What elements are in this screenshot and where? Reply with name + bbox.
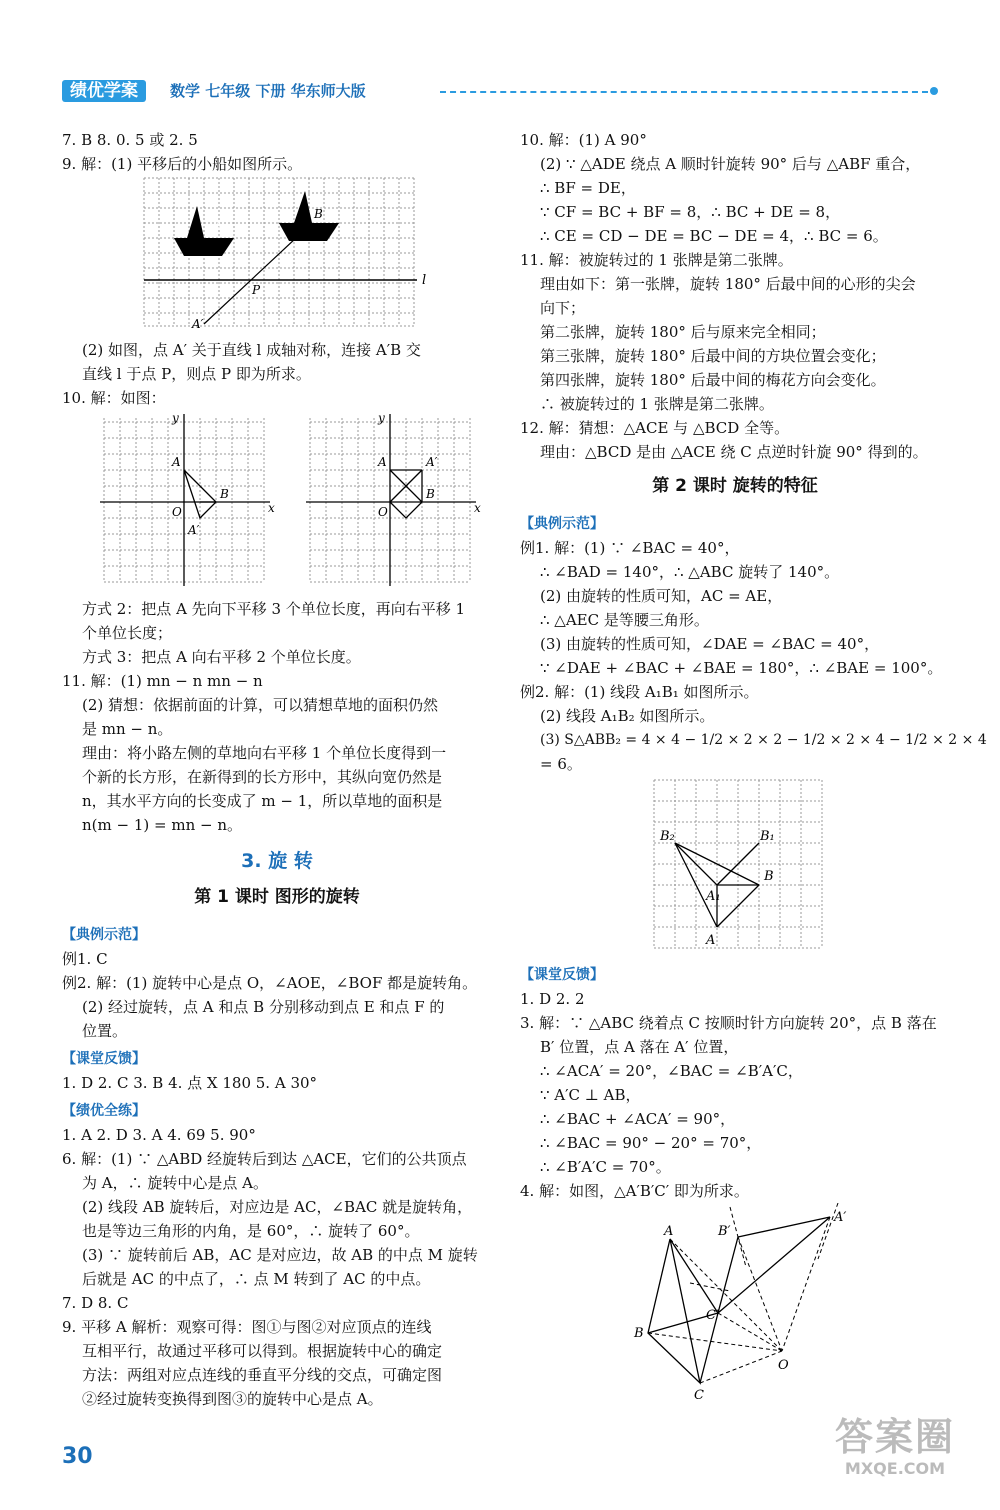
answer-line: 7. D 8. C xyxy=(62,1294,129,1312)
book-subtitle: 数学 七年级 下册 华东师大版 xyxy=(170,82,366,100)
answer-line: 6. 解：(1) ∵ △ABD 经旋转后到达 △ACE，它们的公共顶点 xyxy=(62,1150,467,1168)
watermark-title: 答案圈 xyxy=(834,1415,955,1459)
label-A: A xyxy=(214,219,223,233)
answer-line: 为 A，∴ 旋转中心是点 A。 xyxy=(82,1174,268,1192)
answer-line: 也是等边三角形的内角，是 60°，∴ 旋转了 60°。 xyxy=(82,1222,420,1240)
answer-line: = 6。 xyxy=(540,755,582,773)
label-P: P xyxy=(252,283,261,297)
answer-line: (2) 线段 A₁B₂ 如图所示。 xyxy=(540,707,715,725)
answer-line: 个新的长方形，在新得到的长方形中，其纵向宽仍然是 xyxy=(82,768,443,786)
answer-line: 例2. 解：(1) 线段 A₁B₁ 如图所示。 xyxy=(520,683,759,701)
rotation-triangle-figure xyxy=(520,1203,950,1403)
svg-text:A: A xyxy=(172,455,181,469)
answer-line: 9. 平移 A 解析：观察可得：图①与图②对应顶点的连线 xyxy=(62,1318,432,1336)
svg-text:x: x xyxy=(474,501,481,515)
answer-line: 1. D 2. 2 xyxy=(520,990,585,1008)
answer-line: 互相平行，故通过平移可以得到。根据旋转中心的确定 xyxy=(82,1342,443,1360)
svg-text:B′: B′ xyxy=(718,1224,731,1239)
lesson-title: 第 2 课时 旋转的特征 xyxy=(652,476,818,496)
svg-text:B: B xyxy=(426,487,435,501)
answer-line: 第四张牌，旋转 180° 后最中间的梅花方向会变化。 xyxy=(540,371,886,389)
coordinate-figures xyxy=(62,410,492,590)
watermark-url: MXQE.COM xyxy=(844,1459,946,1478)
section-title: 3. 旋 转 xyxy=(241,850,313,872)
label-l: l xyxy=(422,273,427,288)
answer-line: 例1. C xyxy=(62,950,108,968)
section-tag: 【绩优全练】 xyxy=(62,1103,146,1119)
svg-text:B₂: B₂ xyxy=(660,829,675,844)
svg-text:y: y xyxy=(378,411,385,425)
answer-line: 11. 解：被旋转过的 1 张牌是第二张牌。 xyxy=(520,251,793,269)
answer-line: (2) 由旋转的性质可知，AC = AE， xyxy=(540,587,783,605)
answer-line: ∴ BF = DE， xyxy=(540,179,636,197)
answer-line: 12. 解：猜想：△ACE 与 △BCD 全等。 xyxy=(520,419,790,437)
series-badge: 绩优学案 xyxy=(62,80,146,102)
svg-text:A′: A′ xyxy=(426,455,438,469)
svg-text:C′: C′ xyxy=(706,1308,719,1323)
answer-line: 个单位长度； xyxy=(82,624,173,642)
answer-line: 后就是 AC 的中点了，∴ 点 M 转到了 AC 的中点。 xyxy=(82,1270,431,1288)
answer-line: ∴ ∠BAD = 140°，∴ △ABC 旋转了 140°。 xyxy=(540,563,840,581)
answer-line: ②经过旋转变换得到图③的旋转中心是点 A。 xyxy=(82,1390,383,1408)
svg-text:A: A xyxy=(378,455,387,469)
svg-text:A₁: A₁ xyxy=(706,889,721,904)
answer-line: 理由如下：第一张牌，旋转 180° 后最中间的心形的尖会 xyxy=(540,275,916,293)
answer-line: 方式 2：把点 A 先向下平移 3 个单位长度，再向右平移 1 xyxy=(82,600,466,618)
svg-text:B₁: B₁ xyxy=(760,829,775,844)
answer-line: (3) 由旋转的性质可知，∠DAE = ∠BAC = 40°， xyxy=(540,635,880,653)
section-tag: 【课堂反馈】 xyxy=(62,1051,146,1067)
svg-text:C: C xyxy=(694,1388,704,1403)
answer-line: 是 mn − n。 xyxy=(82,720,173,738)
answer-line: ∵ A′C ⊥ AB， xyxy=(540,1086,641,1104)
answer-line: 向下； xyxy=(540,299,586,317)
answer-line: (2) 线段 AB 旋转后，对应边是 AC，∠BAC 就是旋转角， xyxy=(82,1198,473,1216)
svg-text:y: y xyxy=(172,411,179,425)
header-divider xyxy=(440,91,928,93)
boat-translation-figure xyxy=(62,176,492,331)
svg-text:A: A xyxy=(664,1224,674,1239)
rotation-grid-figure xyxy=(520,776,950,952)
answer-line: 10. 解：(1) A 90° xyxy=(520,131,647,149)
label-A-prime: A′ xyxy=(192,317,204,331)
answer-line: 例1. 解：(1) ∵ ∠BAC = 40°， xyxy=(520,539,740,557)
answer-line: 7. B 8. 0. 5 或 2. 5 xyxy=(62,131,198,149)
svg-text:B: B xyxy=(764,869,774,884)
answer-line: ∵ ∠DAE + ∠BAC + ∠BAE = 180°，∴ ∠BAE = 100°。 xyxy=(540,659,943,677)
answer-line: 理由：将小路左侧的草地向右平移 1 个单位长度得到一 xyxy=(82,744,447,762)
label-B: B xyxy=(314,207,323,221)
answer-line: 理由：△BCD 是由 △ACE 绕 C 点逆时针旋 90° 得到的。 xyxy=(540,443,928,461)
header-dot xyxy=(930,87,938,95)
answer-line: (2) 经过旋转，点 A 和点 B 分别移动到点 E 和点 F 的 xyxy=(82,998,445,1016)
answer-line: ∴ △AEC 是等腰三角形。 xyxy=(540,611,709,629)
answer-line: (2) 猜想：依据前面的计算，可以猜想草地的面积仍然 xyxy=(82,696,439,714)
answer-line: ∴ 被旋转过的 1 张牌是第二张牌。 xyxy=(540,395,774,413)
answer-line: ∴ ∠B′A′C = 70°。 xyxy=(540,1158,671,1176)
lesson-title: 第 1 课时 图形的旋转 xyxy=(194,887,360,907)
left-column xyxy=(62,128,492,1411)
page-number: 30 xyxy=(62,1444,93,1469)
answer-line: 例2. 解：(1) 旋转中心是点 O，∠AOE，∠BOF 都是旋转角。 xyxy=(62,974,478,992)
svg-text:A′: A′ xyxy=(188,523,200,537)
answer-line: 第三张牌，旋转 180° 后最中间的方块位置会变化； xyxy=(540,347,886,365)
answer-line: n(m − 1) = mn − n。 xyxy=(82,816,242,834)
svg-text:O: O xyxy=(378,505,388,519)
answer-line: 1. A 2. D 3. A 4. 69 5. 90° xyxy=(62,1126,256,1144)
answer-line: 9. 解：(1) 平移后的小船如图所示。 xyxy=(62,155,303,173)
answer-line: (3) ∵ 旋转前后 AB，AC 是对应边，故 AB 的中点 M 旋转 xyxy=(82,1246,478,1264)
answer-line: ∴ ∠BAC = 90° − 20° = 70°， xyxy=(540,1134,762,1152)
watermark xyxy=(805,1415,985,1495)
answer-line: (2) ∵ △ADE 绕点 A 顺时针旋转 90° 后与 △ABF 重合， xyxy=(540,155,921,173)
svg-text:A′: A′ xyxy=(834,1210,847,1225)
answer-line: 方式 3：把点 A 向右平移 2 个单位长度。 xyxy=(82,648,361,666)
answer-line: 位置。 xyxy=(82,1022,128,1040)
svg-text:B: B xyxy=(220,487,229,501)
answer-line: ∵ CF = BC + BF = 8，∴ BC + DE = 8， xyxy=(540,203,841,221)
answer-line: ∴ ∠BAC + ∠ACA′ = 90°， xyxy=(540,1110,736,1128)
answer-line: B′ 位置，点 A 落在 A′ 位置， xyxy=(540,1038,739,1056)
answer-line: 方法：两组对应点连线的垂直平分线的交点，可确定图 xyxy=(82,1366,443,1384)
answer-line: (3) S△ABB₂ = 4 × 4 − 1/2 × 2 × 2 − 1/2 × 2 × 4 − 1/2 × 2 × 4 xyxy=(540,732,987,748)
answer-line: (2) 如图，点 A′ 关于直线 l 成轴对称，连接 A′B 交 xyxy=(82,341,421,359)
answer-line: 11. 解：(1) mn − n mn − n xyxy=(62,672,263,690)
answer-line: 10. 解：如图： xyxy=(62,389,166,407)
svg-text:O: O xyxy=(172,505,182,519)
answer-line: 直线 l 于点 P，则点 P 即为所求。 xyxy=(82,365,311,383)
svg-text:A: A xyxy=(706,933,716,948)
svg-text:x: x xyxy=(268,501,275,515)
answer-line: 第二张牌，旋转 180° 后与原来完全相同； xyxy=(540,323,826,341)
answer-line: n，其水平方向的长变成了 m − 1，所以草地的面积是 xyxy=(82,792,443,810)
svg-text:B: B xyxy=(634,1326,644,1341)
section-tag: 【典例示范】 xyxy=(520,516,604,532)
right-column xyxy=(520,128,987,1410)
answer-line: ∴ CE = CD − DE = BC − DE = 4，∴ BC = 6。 xyxy=(540,227,888,245)
answer-line: 4. 解：如图，△A′B′C′ 即为所求。 xyxy=(520,1182,749,1200)
svg-text:O: O xyxy=(778,1358,789,1373)
answer-line: ∴ ∠ACA′ = 20°，∠BAC = ∠B′A′C， xyxy=(540,1062,803,1080)
section-tag: 【课堂反馈】 xyxy=(520,967,604,983)
section-tag: 【典例示范】 xyxy=(62,927,146,943)
answer-line: 1. D 2. C 3. B 4. 点 X 180 5. A 30° xyxy=(62,1074,318,1092)
answer-line: 3. 解：∵ △ABC 绕着点 C 按顺时针方向旋转 20°，点 B 落在 xyxy=(520,1014,937,1032)
